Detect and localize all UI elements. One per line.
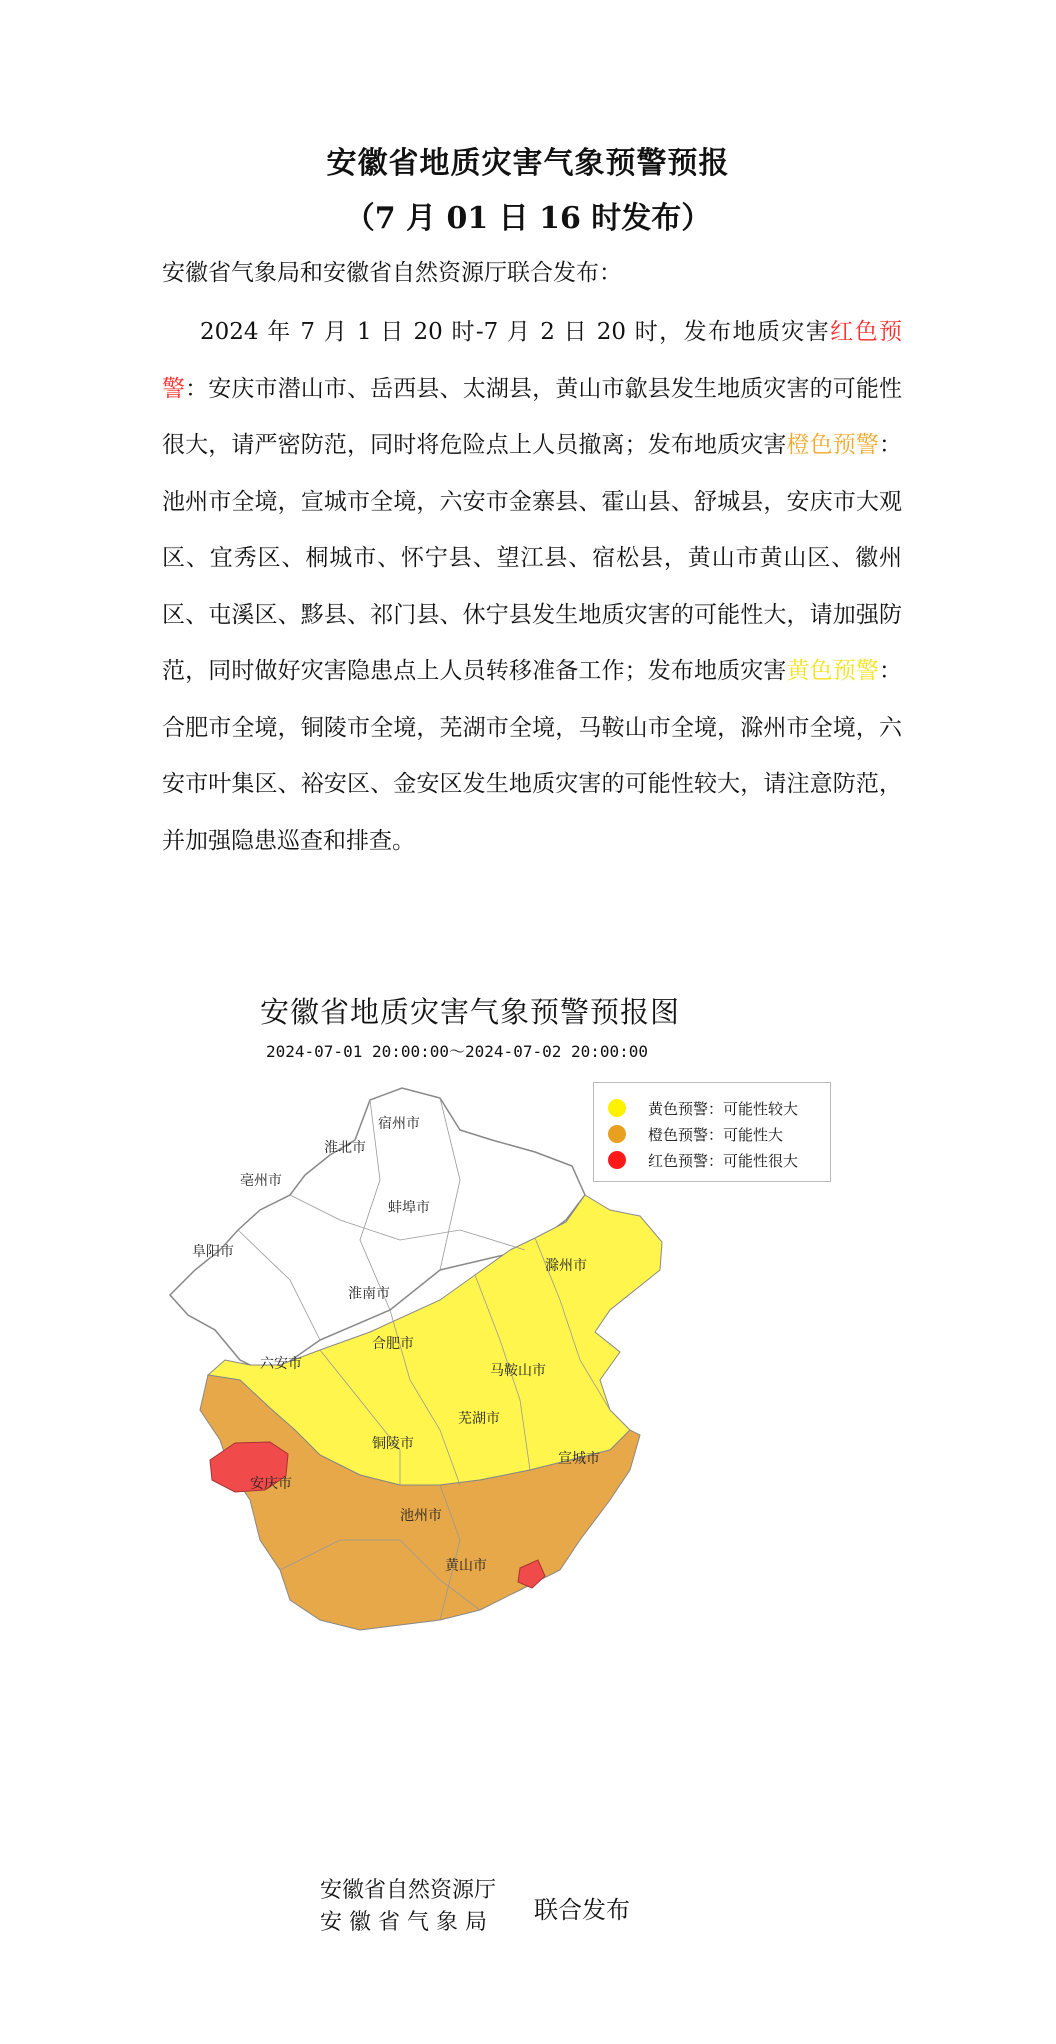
legend-label-yellow: 黄色预警：可能性较大 <box>648 1099 799 1118</box>
city-huangshan: 黄山市 <box>445 1558 487 1574</box>
map-title: 安徽省地质灾害气象预警预报图 <box>260 995 681 1029</box>
orange-warning-label: 橙色预警 <box>786 432 880 458</box>
legend-label-orange: 橙色预警：可能性大 <box>648 1125 784 1144</box>
city-wuhu: 芜湖市 <box>458 1411 500 1427</box>
paragraph-part-2: ：安庆市潜山市、岳西县、太湖县，黄山市歙县发生地质灾害的可能性很大，请严密防范，同时将危险点上人员撤离；发布地质灾害 <box>162 375 903 458</box>
page-title: 安徽省地质灾害气象预警预报 <box>326 146 730 181</box>
legend-item-yellow <box>608 1097 798 1119</box>
city-anqing: 安庆市 <box>250 1476 292 1492</box>
city-huainan: 淮南市 <box>348 1286 390 1302</box>
city-maanshan: 马鞍山市 <box>490 1363 546 1379</box>
red-warning-label: 红色预警 <box>162 319 903 402</box>
paragraph-part-4: ：合肥市全境，铜陵市全境，芜湖市全境，马鞍山市全境，滁州市全境，六安市叶集区、裕安区、金安区发生地质灾害的可能性较大，请注意防范，并加强隐患巡查和排查。 <box>162 658 903 854</box>
footer-joint-release: 联合发布 <box>534 1896 630 1924</box>
footer-org-1: 安徽省自然资源厅 <box>320 1878 497 1903</box>
yellow-warning-label: 黄色预警 <box>786 658 880 684</box>
yellow-dot-icon <box>608 1099 626 1117</box>
city-chuzhou: 滁州市 <box>545 1258 587 1274</box>
map-legend <box>593 1082 831 1182</box>
page-subtitle: （7 月 01 日 16 时发布） <box>344 201 712 236</box>
intro-text: 安徽省气象局和安徽省自然资源厅联合发布： <box>162 260 622 286</box>
orange-dot-icon <box>608 1125 626 1143</box>
paragraph-part-1: 2024 年 7 月 1 日 20 时-7 月 2 日 20 时，发布地质灾害 <box>200 319 831 345</box>
footer-organizations <box>320 1875 496 1939</box>
city-bengbu: 蚌埠市 <box>388 1200 430 1216</box>
legend-item-orange <box>608 1123 783 1145</box>
legend-item-red <box>608 1149 798 1171</box>
legend-label-red: 红色预警：可能性很大 <box>648 1151 799 1170</box>
paragraph-part-3: ：池州市全境，宣城市全境，六安市金寨县、霍山县、舒城县，安庆市大观区、宜秀区、桐城市、怀宁县、望江县、宿松县，黄山市黄山区、徽州区、屯溪区、黟县、祁门县、休宁县发生地质灾害的可能性大，请加强防范，同时做好灾害隐患点上人员转移准备工作；发布地质灾害 <box>162 432 903 684</box>
city-fuyang: 阜阳市 <box>192 1244 234 1260</box>
city-chizhou: 池州市 <box>400 1508 442 1524</box>
city-bozhou: 亳州市 <box>240 1173 282 1189</box>
city-tongling: 铜陵市 <box>372 1436 414 1452</box>
city-luan: 六安市 <box>260 1356 302 1372</box>
warning-paragraph <box>162 304 902 869</box>
city-xuancheng: 宣城市 <box>558 1451 600 1467</box>
city-huaibei: 淮北市 <box>324 1140 366 1156</box>
warning-map <box>140 980 860 1935</box>
city-suzhou: 宿州市 <box>378 1116 420 1132</box>
red-dot-icon <box>608 1151 626 1169</box>
city-hefei: 合肥市 <box>372 1336 414 1352</box>
footer-org-2: 安 徽 省 气 象 局 <box>320 1910 487 1935</box>
map-time-range: 2024-07-01 20:00:00～2024-07-02 20:00:00 <box>266 1042 649 1061</box>
